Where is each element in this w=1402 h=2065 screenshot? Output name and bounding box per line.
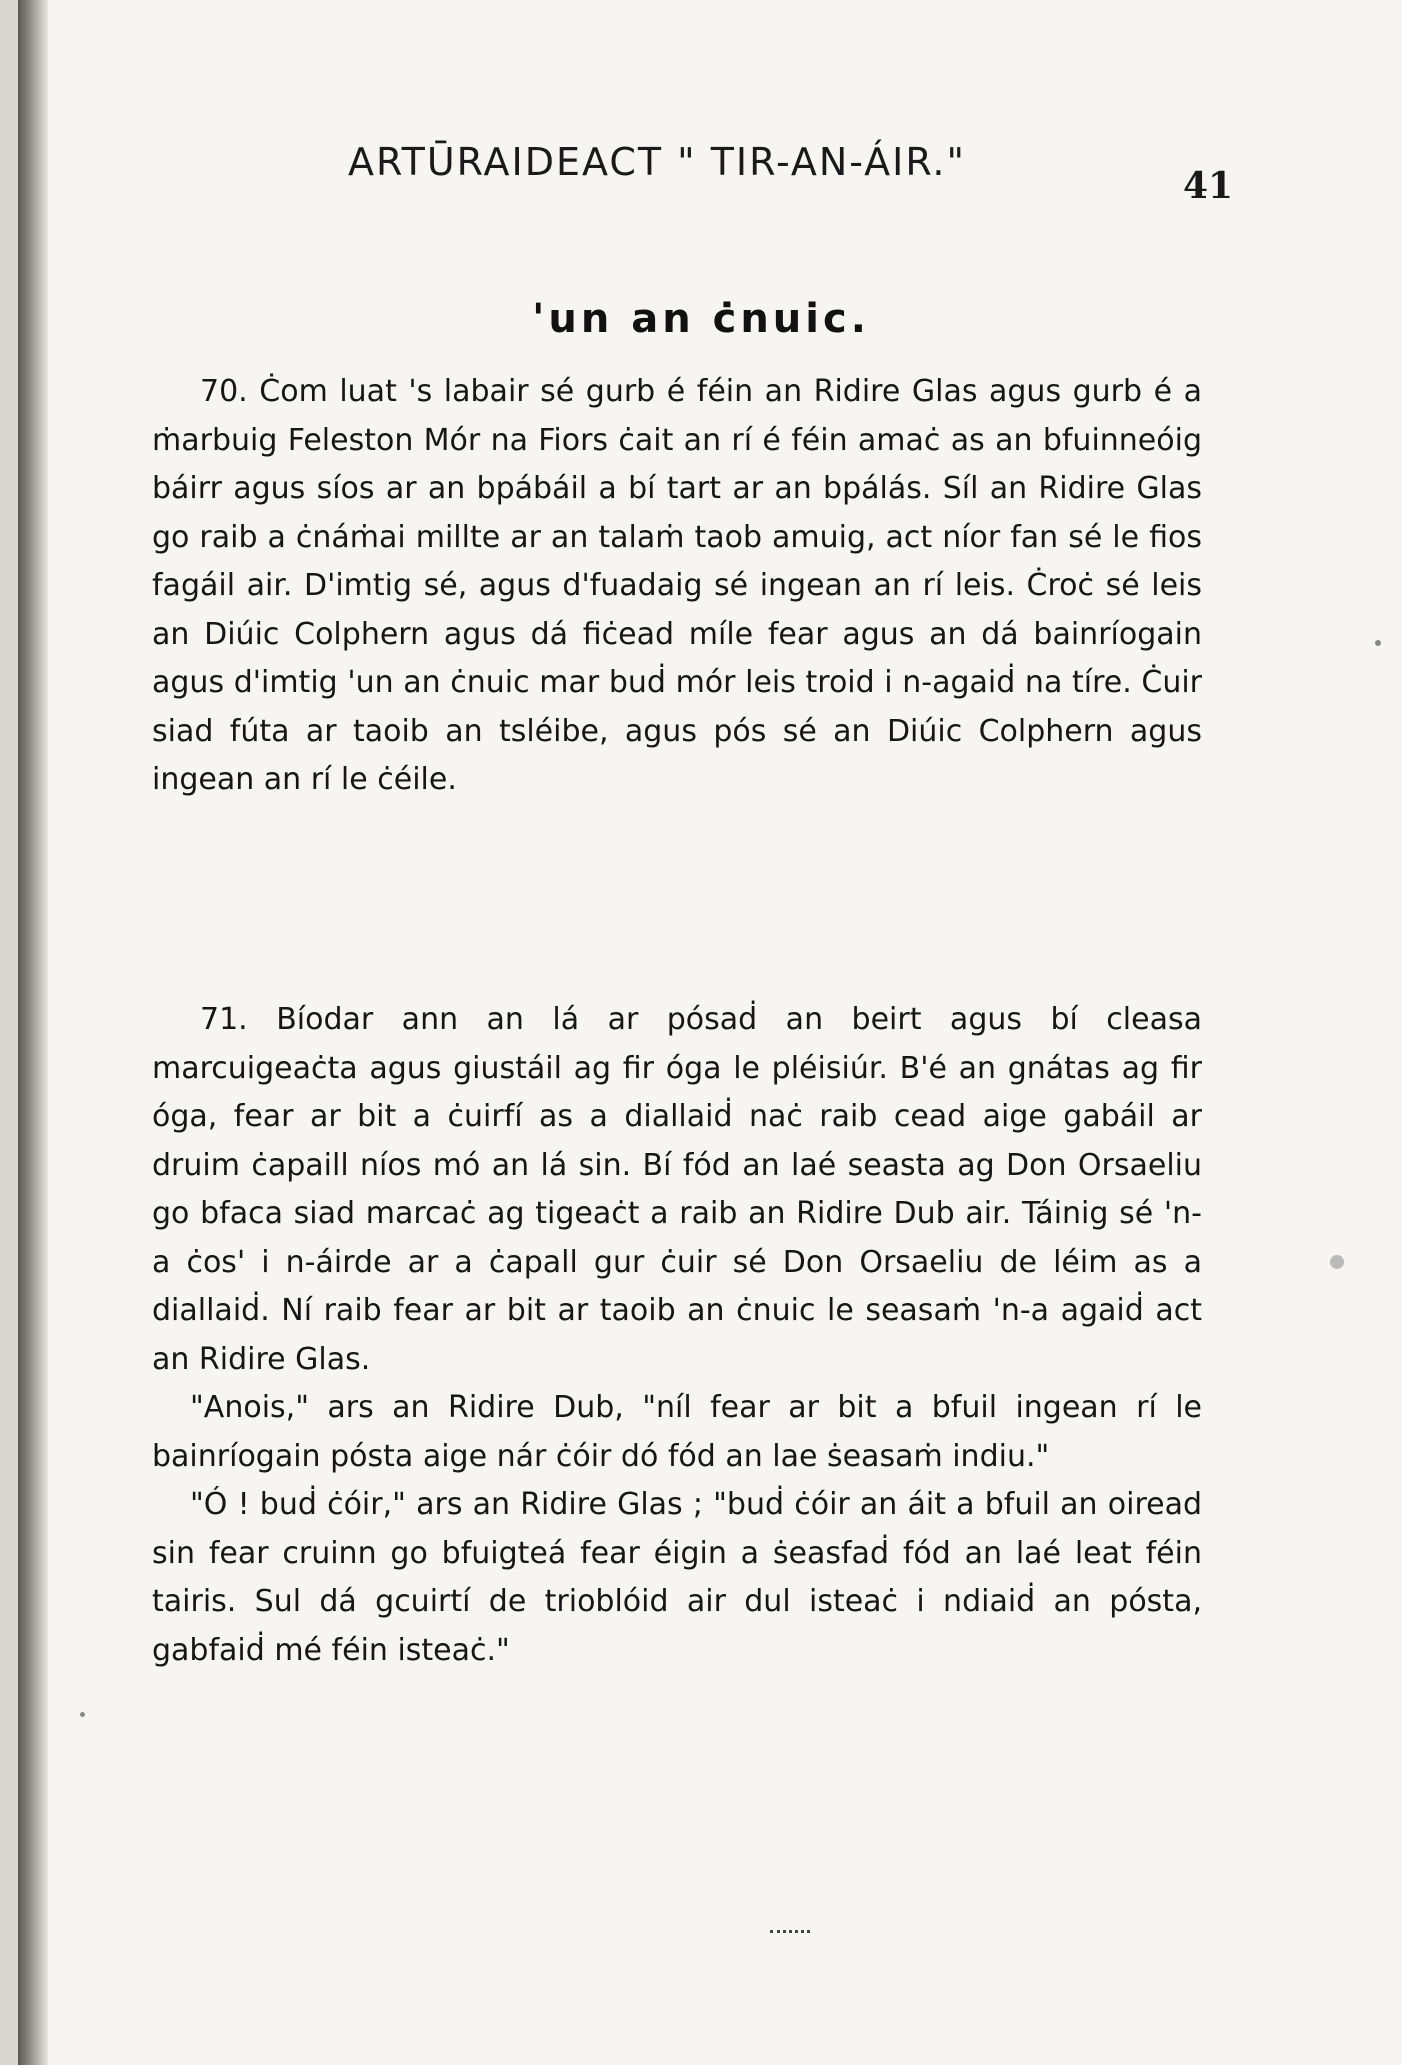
paragraph-text: Bíodar ann an lá ar pósaḋ an beirt agus bí cleasa marcuigeaċta agus giustáil ag fir óga le pléisiúr. B'é an gnátas ag fir óga, fear ar bit a ċuirfí as a diallaiḋ naċ raib cead aige gabáil ar druim ċapaill níos mó an lá sin. Bí fód an laé seasta ag Don Orsaeliu go bfaca siad marcaċ ag tigeaċt a raib an Ridire Dub air. Táinig sé 'n-a ċos' i n-áirde ar a ċapall gur ċuir sé Don Orsaeliu de léim as a diallaiḋ. Ní raib fear ar bit ar taoib an ċnuic le seasaṁ 'n-a agaiḋ act an Ridire Glas. xyxy=(152,1002,1202,1377)
paper-speck xyxy=(80,1712,85,1717)
paragraph-number: 70. xyxy=(200,374,248,409)
paragraph-body xyxy=(152,368,1202,805)
paragraph-number: 71. xyxy=(200,1002,248,1037)
section-title: 'un an ċnuic. xyxy=(532,296,870,342)
paragraph-body xyxy=(152,996,1202,1384)
page-number: 41 xyxy=(1183,165,1234,207)
paper-speck xyxy=(1375,640,1381,646)
footer-mark xyxy=(770,1930,810,1936)
paragraph-70 xyxy=(152,368,1202,805)
paper-speck xyxy=(1330,1255,1344,1269)
dialogue-quote: "Anois," ars an Ridire Dub, "níl fear ar bit a bfuil ingean rí le bainríogain pósta aige nár ċóir dó fód an lae ṡeasaṁ indiu." xyxy=(152,1390,1202,1474)
paragraph-text: Ċom luat 's labair sé gurb é féin an Ridire Glas agus gurb é a ṁarbuig Feleston Mór na Fiors ċait an rí é féin amaċ as an bfuinneóig báirr agus síos ar an bpábáil a bí tart ar an bpálás. Síl an Ridire Glas go raib a ċnáṁai millte ar an talaṁ taob amuig, act níor fan sé le fios fagáil air. D'imtig sé, agus d'fuadaig sé ingean an rí leis. Ċroċ sé leis an Diúic Colphern agus dá fiċead míle fear agus an dá bainríogain agus d'imtig 'un an ċnuic mar buḋ mór leis troid i n-agaiḋ na tíre. Ċuir siad fúta ar taoib an tsléibe, agus pós sé an Diúic Colphern agus ingean an rí le ċéile. xyxy=(152,374,1202,797)
dialogue-quote: "Ó ! buḋ ċóir," ars an Ridire Glas ; "buḋ ċóir an áit a bfuil an oiread sin fear cruinn go bfuigteá fear éigin a ṡeasfaḋ fód an laé leat féin tairis. Sul dá gcuirtí de trioblóid air dul isteaċ i ndiaiḋ an pósta, gabfaiḋ mé féin isteaċ." xyxy=(152,1487,1202,1668)
running-title: ARTŪRAIDEACT " TIR-AN-ÁIR." xyxy=(348,140,966,184)
paragraph-71 xyxy=(152,996,1202,1675)
